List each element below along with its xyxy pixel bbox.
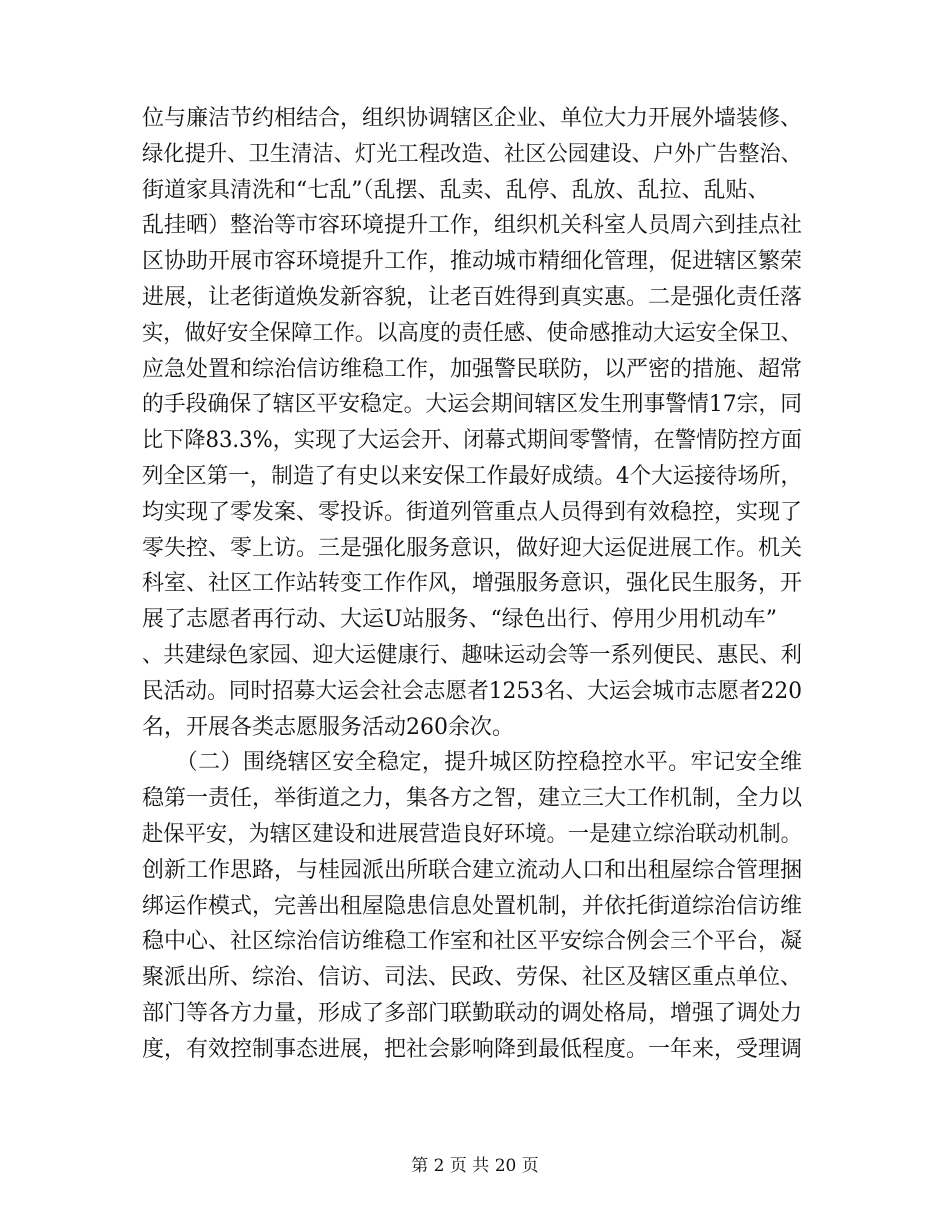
body-line: 均实现了零发案、零投诉。街道列管重点人员得到有效稳控，实现了: [142, 499, 803, 525]
body-line: 应急处置和综治信访维稳工作，加强警民联防，以严密的措施、超常: [142, 356, 803, 382]
body-line: 科室、社区工作站转变工作作风，增强服务意识，强化民生服务，开: [142, 571, 803, 597]
body-line: 比下降83.3%，实现了大运会开、闭幕式期间零警情，在警情防控方面: [142, 428, 802, 454]
body-line: 度，有效控制事态进展，把社会影响降到最低程度。一年来，受理调: [142, 1036, 803, 1062]
body-line: 实，做好安全保障工作。以高度的责任感、使命感推动大运安全保卫、: [142, 320, 802, 346]
body-line: 绿化提升、卫生清洁、灯光工程改造、社区公园建设、户外广告整治、: [142, 141, 802, 167]
body-line: 街道家具清洗和“七乱”（乱摆、乱卖、乱停、乱放、乱拉、乱贴、: [142, 177, 770, 203]
body-line: 的手段确保了辖区平安稳定。大运会期间辖区发生刑事警情17宗，同: [142, 392, 803, 418]
body-line: 创新工作思路，与桂园派出所联合建立流动人口和出租屋综合管理捆: [142, 857, 803, 883]
body-line: 名，开展各类志愿服务活动260余次。: [142, 714, 514, 740]
body-line: 部门等各方力量，形成了多部门联勤联动的调处格局，增强了调处力: [142, 1001, 803, 1026]
body-line: 、共建绿色家园、迎大运健康行、趣味运动会等一系列便民、惠民、利: [142, 643, 802, 668]
body-line: 零失控、零上访。三是强化服务意识，做好迎大运促进展工作。机关: [142, 535, 803, 561]
body-line: 绑运作模式，完善出租屋隐患信息处置机制，并依托街道综治信访维: [142, 893, 803, 919]
body-line: 位与廉洁节约相结合，组织协调辖区企业、单位大力开展外墙装修、: [142, 106, 803, 131]
body-line: 稳第一责任，举街道之力，集各方之智，建立三大工作机制，全力以: [142, 786, 803, 812]
body-line: 乱挂晒）整治等市容环境提升工作，组织机关科室人员周六到挂点社: [142, 213, 803, 239]
body-line: 稳中心、社区综治信访维稳工作室和社区平安综合例会三个平台，凝: [142, 929, 803, 955]
body-line: 赴保平安，为辖区建设和进展营造良好环境。一是建立综治联动机制。: [142, 822, 802, 847]
body-line: 民活动。同时招募大运会社会志愿者1253名、大运会城市志愿者220: [142, 678, 803, 704]
body-line: 展了志愿者再行动、大运U站服务、“绿色出行、停用少用机动车”: [142, 607, 778, 633]
body-line: 区协助开展市容环境提升工作，推动城市精细化管理，促进辖区繁荣: [142, 249, 803, 275]
body-line: 聚派出所、综治、信访、司法、民政、劳保、社区及辖区重点单位、: [142, 965, 803, 991]
page-footer: 第 2 页 共 20 页: [411, 1156, 539, 1176]
body-line: 进展，让老街道焕发新容貌，让老百姓得到真实惠。二是强化责任落: [142, 285, 803, 310]
body-line: 列全区第一，制造了有史以来安保工作最好成绩。4个大运接待场所，: [142, 464, 802, 489]
body-line: （二）围绕辖区安全稳定，提升城区防控稳控水平。牢记安全维: [142, 750, 803, 776]
